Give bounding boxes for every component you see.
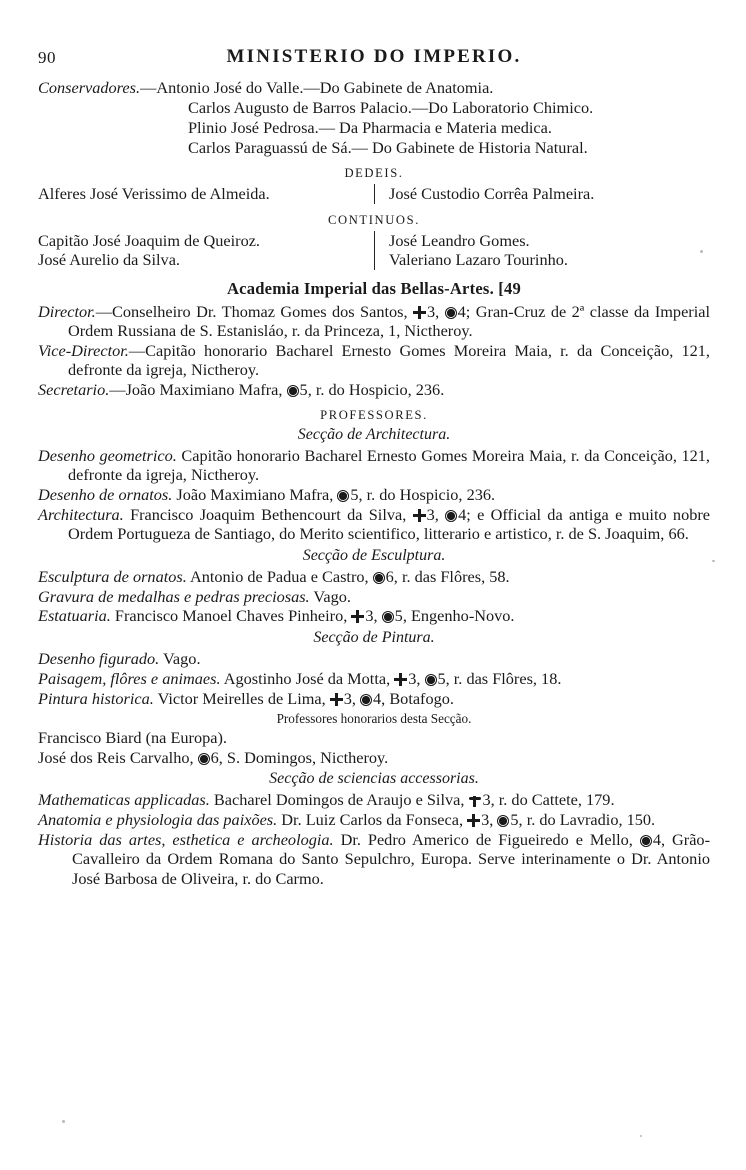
academia-title — [38, 279, 710, 299]
entry-label: Secretario. — [38, 380, 110, 400]
entry-label: Esculptura de ornatos. — [38, 566, 187, 586]
list-item: Plinio José Pedrosa.— Da Pharmacia e Materia medica. — [188, 117, 552, 137]
entry-text: Victor Meirelles de Lima, — [153, 688, 330, 708]
paper-speck — [712, 560, 715, 562]
list-item: Alferes José Verissimo de Almeida. — [38, 184, 270, 204]
entry-deco1: 3, r. do Cattete, 179. — [482, 790, 615, 810]
entry-honorario-1: Francisco Biard (na Europa). — [38, 727, 227, 747]
entry-director — [38, 302, 710, 341]
entry-text-tail: 6, r. das Flôres, 58. — [385, 566, 510, 586]
entry-deco1: 3, — [343, 688, 361, 708]
entry-text-tail: 6, S. Domingos, Nictheroy. — [210, 747, 389, 767]
entry-label: Estatuaria. — [38, 606, 111, 626]
entry-deco1: 3, — [426, 504, 446, 524]
continuos-column-left — [38, 231, 374, 270]
entry-text: Antonio de Padua e Castro, — [186, 566, 373, 586]
entry-label: Paisagem, flôres e animaes. — [38, 668, 221, 688]
entry-text: Bacharel Domingos de Araujo e Silva, — [209, 790, 469, 810]
cross-order-icon — [413, 509, 426, 522]
dedeis-columns — [38, 184, 710, 204]
academia-title-ref: [49 — [498, 278, 522, 298]
rose-order-icon — [445, 307, 457, 319]
section-label-dedeis: DEDEIS. — [344, 166, 404, 181]
entry-conservadores — [38, 78, 710, 97]
rose-order-icon — [360, 694, 372, 706]
entry-desenho-figurado — [38, 649, 710, 668]
entry-text: —João Maximiano Mafra, — [109, 380, 287, 400]
list-item: José Custodio Corrêa Palmeira. — [389, 184, 595, 204]
entry-estatuaria — [38, 606, 710, 625]
entry-honorario-2 — [38, 748, 710, 767]
page-number: 90 — [38, 48, 56, 67]
entry-architectura — [38, 505, 710, 544]
cross-order-icon — [394, 673, 407, 686]
cross-order-icon — [351, 610, 364, 623]
entry-text: Dr. Luiz Carlos da Fonseca, — [277, 810, 468, 830]
entry-paisagem-flores-animaes — [38, 669, 710, 688]
section-heading-architectura: Secção de Architectura. — [297, 425, 451, 443]
entry-text: João Maximiano Mafra, — [172, 484, 338, 504]
paper-speck — [62, 1120, 65, 1123]
entry-deco2: 5, r. das Flôres, 18. — [437, 668, 562, 688]
entry-vice-director — [38, 341, 710, 380]
entry-deco2: 4, Grão-Cavalleiro da Ordem Romana do Santo Sepulchro, Europa. Serve interinamente o Dr. Antonio José Barbosa de Oliveira, r. do Carmo. — [72, 830, 710, 888]
entry-text: Vago. — [309, 586, 351, 606]
entry-pintura-historica — [38, 689, 710, 708]
section-heading-sciencias-accessorias: Secção de sciencias accessorias. — [269, 770, 479, 788]
entry-text: Francisco Joaquim Bethencourt da Silva, — [123, 504, 413, 524]
entry-text-tail: 5, r. do Hospicio, 236. — [299, 380, 445, 400]
entry-text: Agostinho José da Motta, — [220, 668, 395, 688]
continuos-column-right — [374, 231, 710, 270]
entry-esculptura-de-ornatos — [38, 567, 710, 586]
entry-label: Director. — [38, 301, 96, 321]
entry-anatomia-physiologia — [38, 810, 710, 829]
entry-deco2: 4, Botafogo. — [373, 688, 454, 708]
paper-speck — [640, 1135, 642, 1137]
cross-order-icon — [413, 306, 426, 319]
entry-desenho-de-ornatos — [38, 485, 710, 504]
entry-gravura-de-medalhas — [38, 587, 710, 606]
entry-deco1: 3, — [365, 606, 382, 626]
entry-text: —Capitão honorario Bacharel Ernesto Gomes Moreira Maia, r. da Conceição, 121, defronte da igreja, Nictheroy. — [68, 340, 710, 380]
page-content — [38, 44, 710, 889]
list-item: José Aurelio da Silva. — [38, 250, 180, 270]
entry-desenho-geometrico — [38, 446, 710, 485]
academia-title-text: Academia Imperial das Bellas-Artes. — [226, 278, 494, 298]
entry-text-tail: 5, r. do Hospicio, 236. — [350, 484, 496, 504]
entry-text: José dos Reis Carvalho, — [38, 747, 198, 767]
entry-text: Capitão honorario Bacharel Ernesto Gomes Moreira Maia, r. da Conceição, 121, defronte da igreja, Nictheroy. — [68, 445, 710, 485]
list-item: Valeriano Lazaro Tourinho. — [389, 250, 568, 270]
entry-label: Desenho de ornatos. — [38, 484, 173, 504]
rose-order-icon — [337, 490, 349, 502]
subsection-heading-honorarios: Professores honorarios desta Secção. — [276, 710, 472, 726]
entry-label: Historia das artes, esthetica e archeologia. — [38, 830, 334, 850]
cross-order-icon — [467, 814, 480, 827]
entry-text: Vago. — [159, 648, 201, 668]
entry-text: —Antonio José do Valle.—Do Gabinete de Anatomia. — [140, 78, 494, 97]
page-header — [38, 44, 710, 74]
continuos-columns — [38, 231, 710, 270]
entry-text: Francisco Manoel Chaves Pinheiro, — [110, 606, 352, 626]
rose-order-icon — [497, 815, 509, 827]
entry-text: —Conselheiro Dr. Thomaz Gomes dos Santos, — [95, 301, 413, 321]
entry-deco2: 5, r. do Lavradio, 150. — [510, 810, 656, 830]
entry-label: Conservadores. — [38, 78, 141, 97]
entry-secretario — [38, 380, 710, 399]
entry-deco2: 4; Gran-Cruz de 2ª classe da Imperial Ordem Russiana de S. Estanisláo, r. da Princeza, 1, Nictheroy. — [68, 301, 710, 341]
entry-label: Vice-Director. — [38, 340, 129, 360]
section-heading-pintura: Secção de Pintura. — [313, 628, 435, 646]
entry-deco1: 3, — [481, 810, 498, 830]
knot-order-icon — [468, 794, 481, 807]
conservadores-list — [38, 98, 710, 157]
cross-order-icon — [330, 693, 343, 706]
dedeis-column-left — [38, 184, 374, 204]
entry-deco1: 3, — [427, 301, 445, 321]
list-item: Capitão José Joaquim de Queiroz. — [38, 230, 261, 250]
rose-order-icon — [640, 835, 652, 847]
entry-deco2: 4; e Official da antiga e muito nobre Ordem Portugueza de Santiago, do Merito scientifico, litterario e artistico, r. de S. Joaquim, 66. — [68, 504, 711, 544]
rose-order-icon — [445, 510, 457, 522]
rose-order-icon — [382, 611, 394, 623]
list-item: José Leandro Gomes. — [389, 230, 530, 250]
section-label-continuos: CONTINUOS. — [328, 212, 420, 227]
entry-text: Dr. Pedro Americo de Figueiredo e Mello, — [333, 830, 640, 850]
rose-order-icon — [198, 753, 210, 765]
rose-order-icon — [425, 674, 437, 686]
entry-label: Anatomia e physiologia das paixões. — [38, 810, 278, 830]
entry-deco1: 3, — [408, 668, 425, 688]
entry-historia-das-artes — [38, 830, 710, 888]
entry-label: Architectura. — [38, 504, 124, 524]
entry-label: Desenho geometrico. — [38, 445, 177, 465]
entry-mathematicas-applicadas — [38, 790, 710, 809]
rose-order-icon — [287, 385, 299, 397]
entry-label: Mathematicas applicadas. — [38, 790, 210, 810]
entry-deco2: 5, Engenho-Novo. — [394, 606, 515, 626]
entry-label: Pintura historica. — [38, 688, 154, 708]
section-label-professores: PROFESSORES. — [320, 407, 428, 422]
list-item: Carlos Augusto de Barros Palacio.—Do Laboratorio Chimico. — [188, 97, 594, 117]
running-head: MINISTERIO DO IMPERIO. — [226, 46, 522, 67]
section-heading-esculptura: Secção de Esculptura. — [302, 546, 446, 564]
entry-label: Gravura de medalhas e pedras preciosas. — [38, 586, 310, 606]
dedeis-column-right — [374, 184, 710, 204]
rose-order-icon — [373, 572, 385, 584]
list-item: Carlos Paraguassú de Sá.— Do Gabinete de Historia Natural. — [188, 137, 588, 157]
entry-label: Desenho figurado. — [38, 648, 160, 668]
